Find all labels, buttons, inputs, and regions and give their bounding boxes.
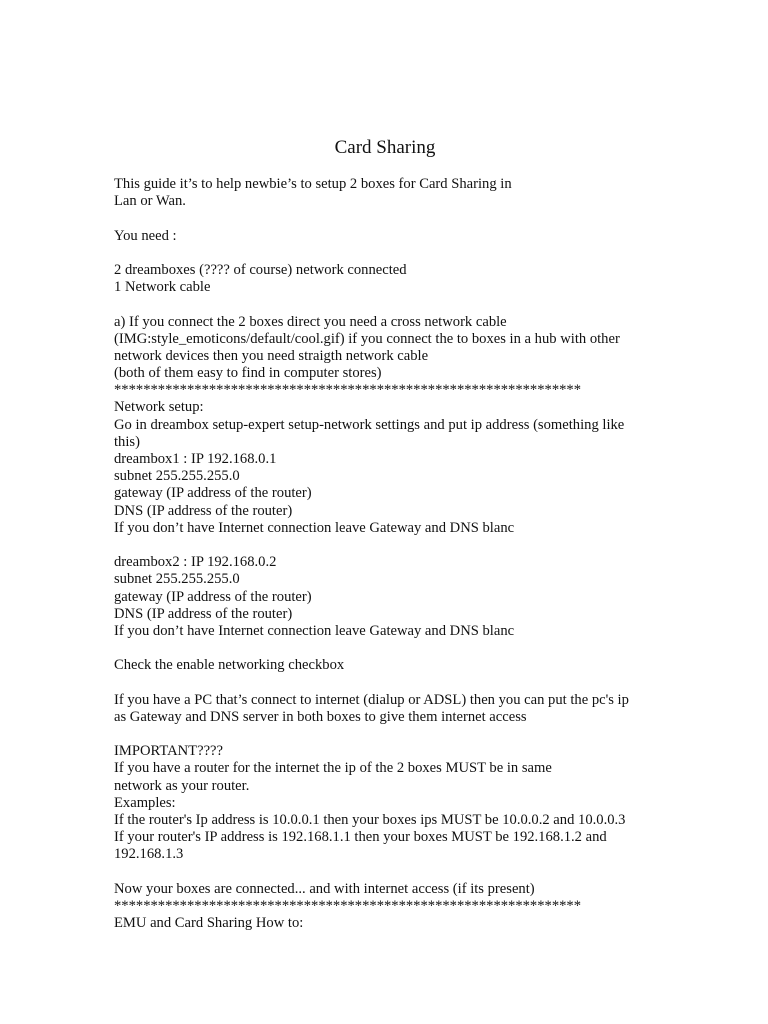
text-line: Check the enable networking checkbox [114,657,345,674]
document-body [114,176,674,932]
text-line: subnet 255.255.255.0 [114,571,240,588]
text-line: This guide it’s to help newbie’s to setup 2 boxes for Card Sharing in [114,176,512,192]
blank-line [114,674,674,691]
text-line: network as your router. [114,777,250,794]
text-line: this) [114,433,140,450]
blank-line [114,864,674,881]
text-line: gateway (IP address of the router) [114,588,312,605]
blank-line [114,726,674,743]
text-line: gateway (IP address of the router) [114,485,312,502]
separator-line: **************************************************************** [114,382,581,399]
blank-line [114,296,674,313]
text-line: You need : [114,227,177,244]
text-line: a) If you connect the 2 boxes direct you need a cross network cable [114,313,507,330]
text-line: DNS (IP address of the router) [114,605,293,622]
text-line: If you don’t have Internet connection leave Gateway and DNS blanc [114,622,515,639]
text-line: 192.168.1.3 [114,846,184,863]
text-line: Go in dreambox setup-expert setup-network settings and put ip address (something like [114,416,625,433]
text-line: (both of them easy to find in computer stores) [114,365,382,382]
section-heading: Network setup: [114,399,204,416]
text-line: Now your boxes are connected... and with internet access (if its present) [114,880,535,897]
text-line: If you don’t have Internet connection leave Gateway and DNS blanc [114,519,515,536]
text-line: If you have a router for the internet the ip of the 2 boxes MUST be in same [114,760,552,777]
text-line: Lan or Wan. [114,193,186,210]
text-line: If you have a PC that’s connect to internet (dialup or ADSL) then you can put the pc's ip [114,691,629,708]
separator-line: **************************************************************** [114,897,581,914]
text-line: If your router's IP address is 192.168.1.1 then your boxes MUST be 192.168.1.2 and [114,829,607,846]
text-line: network devices then you need straigth network cable [114,347,429,364]
text-line: dreambox1 : IP 192.168.0.1 [114,451,277,467]
blank-line [114,640,674,657]
text-line: 1 Network cable [114,279,211,296]
text-line: 2 dreamboxes (???? of course) network connected [114,261,407,278]
blank-line [114,245,674,262]
text-line: Examples: [114,794,176,811]
text-line: If the router's Ip address is 10.0.0.1 then your boxes ips MUST be 10.0.0.2 and 10.0.0.3 [114,811,626,828]
section-heading: EMU and Card Sharing How to: [114,915,304,932]
text-line: as Gateway and DNS server in both boxes to give them internet access [114,708,527,725]
text-line: subnet 255.255.255.0 [114,468,240,485]
document-title: Card Sharing [334,137,436,158]
text-line: DNS (IP address of the router) [114,502,293,519]
blank-line [114,537,674,554]
blank-line [114,210,674,227]
section-heading: IMPORTANT???? [114,743,223,760]
text-line: (IMG:style_emoticons/default/cool.gif) if you connect the to boxes in a hub with other [114,330,620,347]
text-line: dreambox2 : IP 192.168.0.2 [114,554,277,571]
